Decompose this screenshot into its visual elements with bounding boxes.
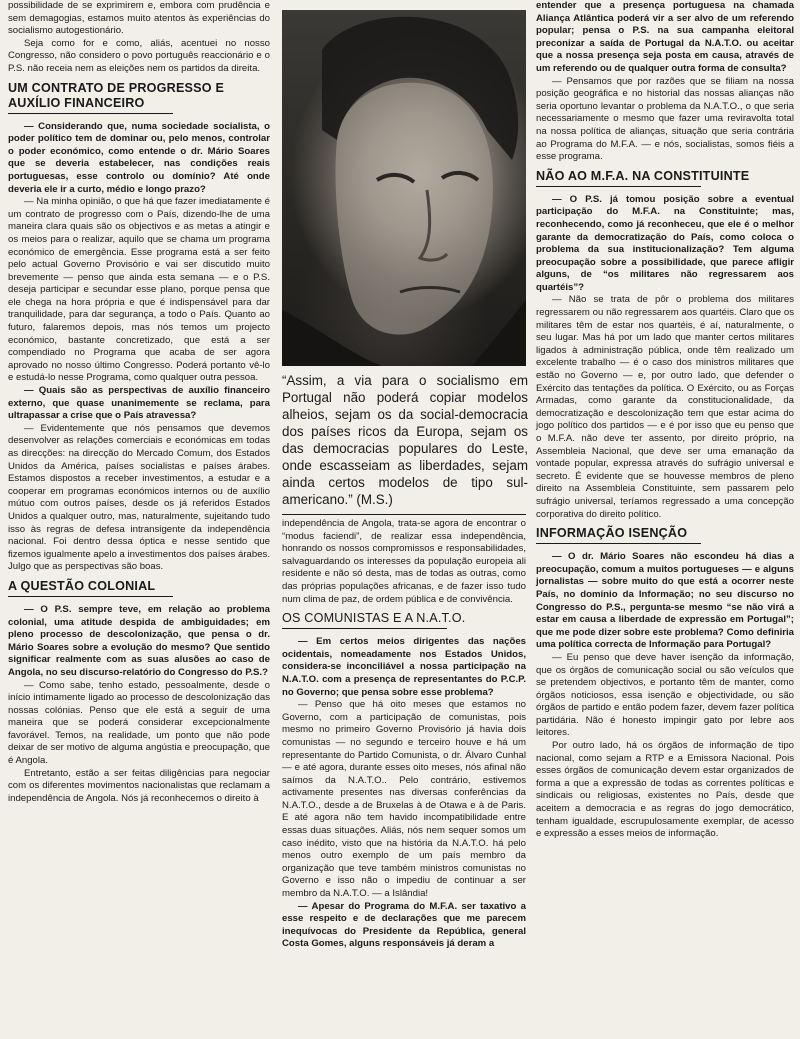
question: — O P.S. sempre teve, em relação ao problema colonial, uma atitude despida de ambiguidades; em pleno processo de descolonização, que pensa o dr. Mário Soares sobre a evolução do mesmo? Que sentido significar realmente com as suas alusões ao caso de Angola, no seu discurso-relatório do Congresso do P.S.?: [8, 603, 270, 678]
paragraph: independência de Angola, trata-se agora de encontrar o “modus faciendi”, de realizar essa independência, honrando os nossos compromissos e responsabilidades, salvaguardando os interesses da população europeia ali residente e não só desta, mas de todas as outras, como das próprias populações africanas, e de fazer isso tudo num clima de paz, de ordem pública e de convivência.: [282, 518, 526, 605]
section-heading-mfa: NÃO AO M.F.A. NA CONSTITUINTE: [536, 169, 794, 187]
section-heading-comunistas: OS COMUNISTAS E A N.A.T.O.: [282, 611, 526, 629]
question: — Apesar do Programa do M.F.A. ser taxativo a esse respeito e de declarações que me parecem inequívocas do Presidente da República, general Costa Gomes, alguns responsáveis já deram a: [282, 900, 526, 950]
answer: Entretanto, estão a ser feitas diligências para negociar com os diferentes movimentos nacionalistas que reclamam a independência de Angola. Nós já reconhecemos o direito à: [8, 767, 270, 804]
answer: — Como sabe, tenho estado, pessoalmente, desde o início intimamente ligado ao processo de descolonização das nossas colónias. Penso que ele está a seguir de uma maneira que se poderá considerar excepcionalmente favorável. Temos, na realidade, um ponto que não pode deixar de ser motivo de alguma angústia e preocupação, que é Angola.: [8, 679, 270, 767]
section-heading-colonial: A QUESTÃO COLONIAL: [8, 579, 270, 597]
column-middle: [282, 518, 526, 951]
paragraph: possibilidade de se exprimirem e, embora com prudência e sem demagogias, estamos muito atentos às experiências do socialismo autogestionário.: [8, 0, 270, 37]
paragraph: Seja como for e como, aliás, acentuei no nosso Congresso, não considero o povo português reaccionário e o P.S. não receia nem as eleições nem os partidos da direita.: [8, 37, 270, 74]
question: — Em certos meios dirigentes das nações ocidentais, nomeadamente nos Estados Unidos, considera-se inconciliável a nossa participação na N.A.T.O. com a presença de representantes do P.C.P. no Governo; que pensa sobre esse problema?: [282, 636, 526, 698]
answer: — Pensamos que por razões que se filiam na nossa posição geográfica e no historial das nossas alianças não seria oportuno levantar o problema da N.A.T.O., o que seria necessariamente o mesmo que fazer uma reviravolta total na nossa política de alianças, situação que seria contrária ao Programa do M.F.A. — e nós, socialistas, somos fiéis a esse programa.: [536, 75, 794, 163]
question: — Quais são as perspectivas de auxílio financeiro externo, que quase unanimemente se reclama, para ultrapassar a crise que o País atravessa?: [8, 385, 270, 422]
portrait-silhouette-icon: [282, 10, 526, 366]
answer: — Evidentemente que nós pensamos que devemos desenvolver as relações comerciais e económicas em todas as direcções: na direcção do Mercado Comum, dos Estados Unidos da América, países socialistas e países árabes. Estamos dispostos a receber investimentos, a estudar e a cooperar em programas económicos internos ou de auxílio mútuo com outros países, desde os já referidos Estados Unidos a qualquer outro, mas, naturalmente, sujeitando tudo isso às regras de defesa intransigente da independência nacional. Foi dentro dessa óptica e nesse sentido que fizemos igualmente apelo a investimentos dos países árabes. Julgo que as perspectivas são boas.: [8, 422, 270, 573]
answer: — Eu penso que deve haver isenção da informação, que os órgãos de comunicação social ou são veículos que se pretendem objectivos, e portanto têm de manter, como órgãos noticiosos, essa isenção e objectividade, ou são órgãos de partido e então podem fazer, devem fazer política partidária. Não é honesto impingir gato por lebre aos leitores.: [536, 651, 794, 739]
column-right: [536, 0, 794, 841]
question: — Considerando que, numa sociedade socialista, o poder político tem de dominar ou, pelo menos, controlar o poder económico, como entende o dr. Mário Soares que se deveria estabelecer, nas condições reais portuguesas, esse controlo ou domínio? Até onde deveria ele ir a curto, médio e longo prazo?: [8, 120, 270, 195]
answer: Por outro lado, há os órgãos de informação de tipo nacional, como sejam a RTP e a Emissora Nacional. Pois esses órgãos de comunicação devem estar organizados de forma a que a expressão de todas as correntes políticas e sindicais ou religiosas, existentes no País, desde que aceitem a democracia e as regras do jogo democrático, tenham igualdade, escrupulosamente exemplar, de acesso e expressão a esses meios de informação.: [536, 740, 794, 840]
section-heading-informacao: INFORMAÇÃO ISENÇÃO: [536, 526, 794, 544]
section-heading-contrato: UM CONTRATO DE PROGRESSO E AUXÍLIO FINANCEIRO: [8, 81, 270, 114]
answer: — Não se trata de pôr o problema dos militares regressarem ou não regressarem aos quartéis. Claro que os militares têm de estar nos quartéis, é aí, naturalmente, o seu lugar. Mas há por um lado que manter certos militares ligados à administração pública, onde têm realizado um excelente trabalho — é o caso dos ministros militares que estão no Governo — e, por outro lado, que defender o Exército das tentações da política. O Exército, ou as Forças Armadas, como garante da constitucionalidade, da democratização e descolonização tem que estar acima do jogo político dos partidos — e é por isso que eu penso que o M.F.A. não deve ter assento, por direito próprio, na Assembleia Nacional, que deve ser uma emanação da vontade popular, expressa através do sufrágio universal e secreto. É evidente que se houvesse membros de pleno direito na Assembleia Constituinte, sem passarem pelo sufrágio universal, teríamos regressado a uma concepção corporativa do direito político.: [536, 294, 794, 520]
answer: — Penso que há oito meses que estamos no Governo, com a participação de comunistas, pois mesmo no primeiro Governo Provisório já havia dois comunistas — no segundo e terceiro houve e há um representante do Partido Comunista, o dr. Álvaro Cunhal — e até agora, durante esses oito meses, nós afinal não saímos da N.A.T.O.. Pelo contrário, estivemos activamente presentes nas diversas conferências da N.A.T.O., desde a de Bruxelas à de Otawa e à de Paris. E até agora não tem havido incompatibilidade entre essas duas situações. Aliás, nós nem sequer somos um caso inédito, visto que na história da N.A.T.O. há pelo menos outro exemplo de um país membro da organização que teve também ministros comunistas no Governo e isso não o impediu de continuar a ser membro da N.A.T.O. — a Islândia!: [282, 699, 526, 900]
question: — O dr. Mário Soares não escondeu há dias a preocupação, comum a muitos portugueses — e alguns jornalistas — sobre muito do que está a ocorrer neste País, no domínio da Informação; no seu discurso no Congresso do P.S., pergunta-se mesmo “se não virá a estar em causa a liberdade de expressão em Portugal”; que me pode dizer sobre este problema? Como definiria uma política correcta de Informação para Portugal?: [536, 551, 794, 651]
answer: — Na minha opinião, o que há que fazer imediatamente é um contrato de progresso com o País, dizendo-lhe de uma maneira clara quais são os objectivos e as metas a atingir e os meios para o realizar, aquilo que se chama um programa económico de emergência. Esse programa está a ser feito pelo actual Governo Provisório e vai ser discutido muito brevemente — penso que ainda esta semana — e o P.S. deseja participar e secundar esse plano, porque pensa que ele chega na hora própria e que é indispensável para dar tranquilidade, para dar segurança, a todo o País. Quanto ao futuro, falaremos depois, mas nós temos um projecto económico, bastante concretizado, que está a ser compendiado no Programa que acaba de ser agora aprovado no nosso último Congresso. Poderá portanto vê-lo e estudá-lo nesse Programa, como qualquer outra pessoa.: [8, 196, 270, 384]
column-left: [8, 0, 270, 805]
pull-quote: “Assim, a via para o socialismo em Portugal não poderá copiar modelos alheios, sejam os da social-democracia dos países ricos da Europa, sejam os das democracias populares do Leste, onde escasseiam as liberdades, sejam ainda certos modelos de tipo sul-americano.” (M.S.): [282, 373, 528, 507]
question: — O P.S. já tomou posição sobre a eventual participação do M.F.A. na Constituinte; mas, reconhecendo, como já reconheceu, que ele é o melhor garante da democratização do País, como coloca o problema da sua institucionalização? Tem alguma preocupação sobre a possibilidade, que parece afligir alguns, de “os militares não regressarem aos quartéis”?: [536, 193, 794, 293]
portrait-photo: [282, 10, 526, 366]
divider: [282, 514, 526, 515]
question: entender que a presença portuguesa na chamada Aliança Atlântica poderá vir a ser alvo de um referendo popular; pensa o P.S. na sua campanha eleitoral preconizar a saída de Portugal da N.A.T.O. ou aceitar que a nossa presença seja posta em causa, através de um referendo ou de qualquer outra forma de consulta?: [536, 0, 794, 74]
